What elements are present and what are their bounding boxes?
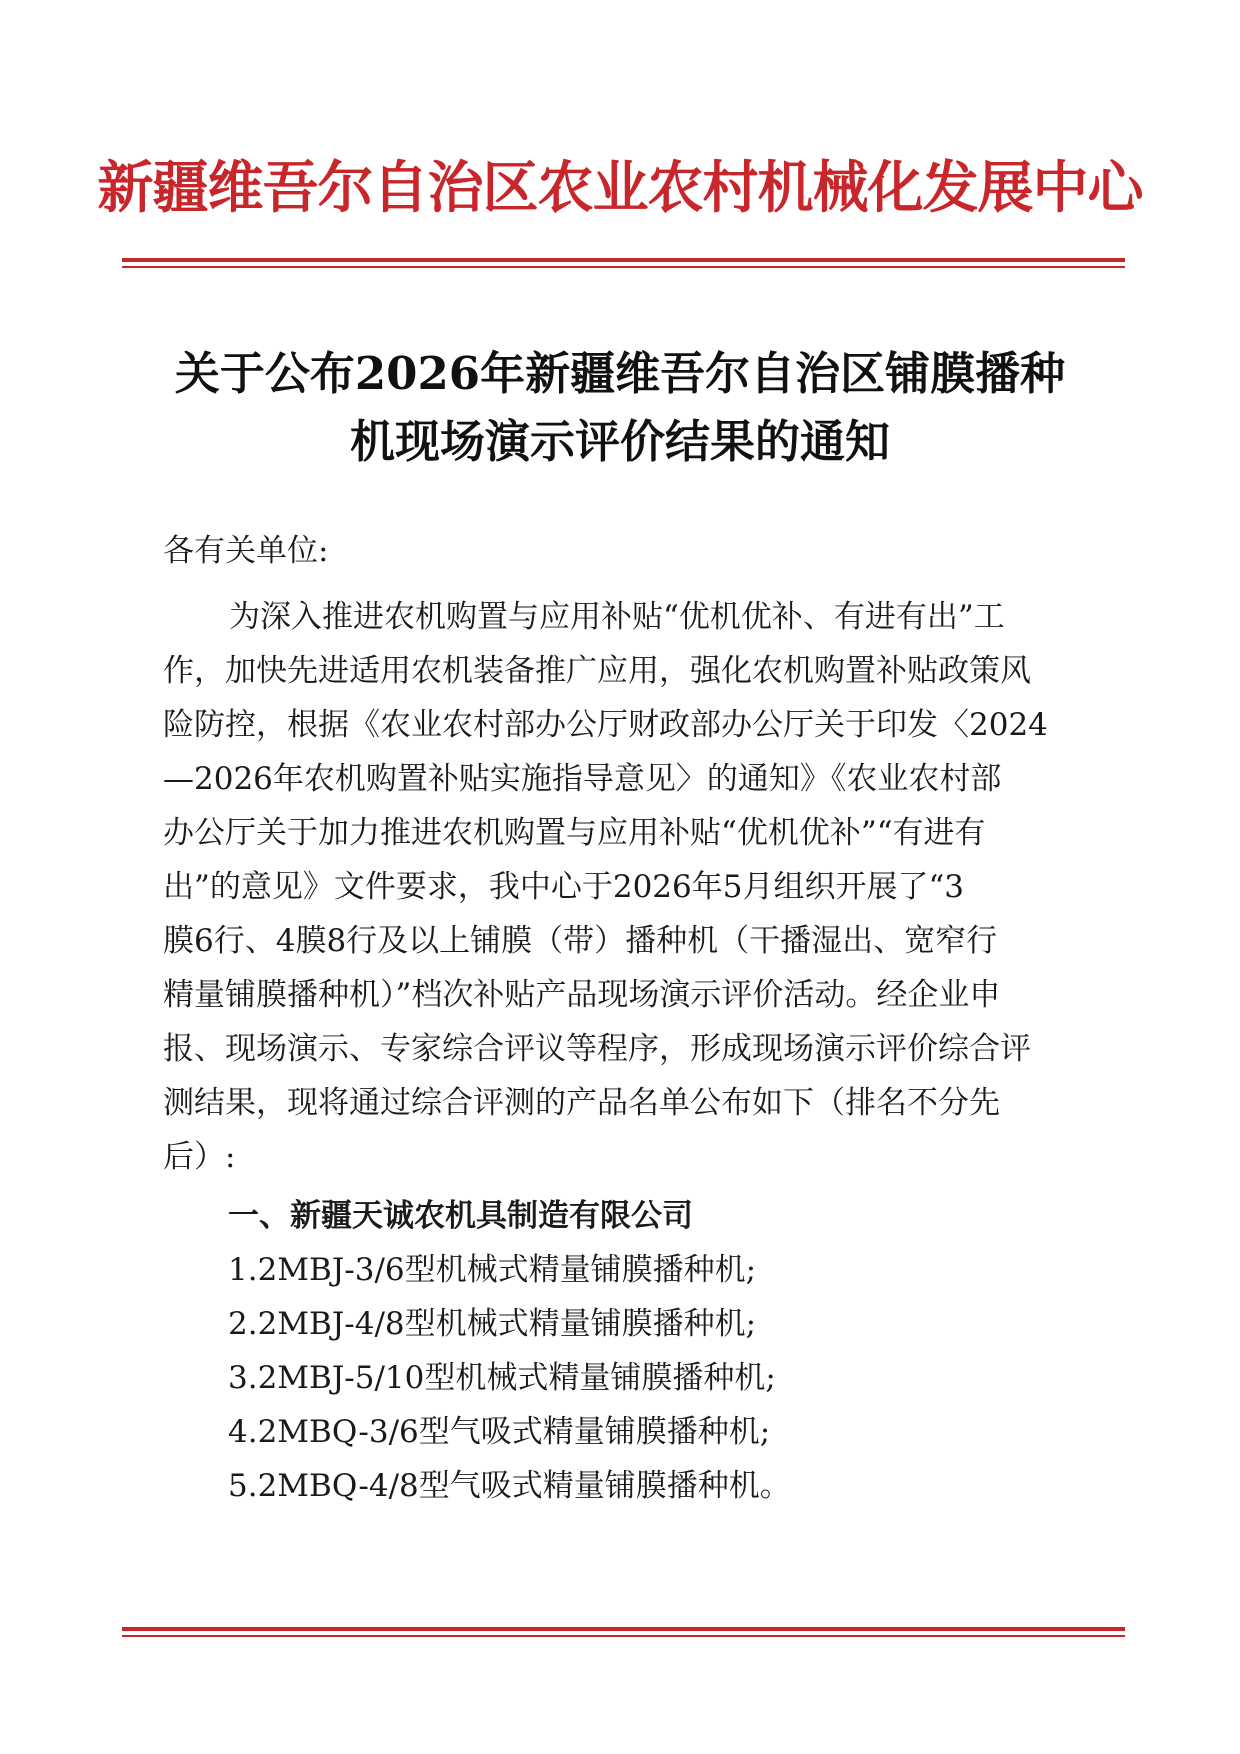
body-line: 作，加快先进适用农机装备推广应用，强化农机购置补贴政策风 bbox=[163, 653, 1031, 689]
title-line-1: 关于公布2026年新疆维吾尔自治区铺膜播种 bbox=[174, 347, 1066, 400]
divider-thin-line bbox=[122, 1635, 1125, 1637]
letterhead-divider-top bbox=[122, 258, 1125, 268]
letterhead-org-name: 新疆维吾尔自治区农业农村机械化发展中心 bbox=[97, 155, 1143, 221]
body-line: 精量铺膜播种机）”档次补贴产品现场演示评价活动。经企业申 bbox=[163, 977, 1001, 1013]
product-item: 3.2MBJ-5/10型机械式精量铺膜播种机; bbox=[228, 1360, 776, 1396]
divider-thick-line bbox=[122, 258, 1125, 262]
body-line: 险防控，根据《农业农村部办公厅财政部办公厅关于印发〈2024 bbox=[163, 707, 1048, 743]
body-line: 报、现场演示、专家综合评议等程序，形成现场演示评价综合评 bbox=[163, 1031, 1031, 1067]
body-line: 测结果，现将通过综合评测的产品名单公布如下（排名不分先 bbox=[163, 1085, 1000, 1121]
footer-divider bbox=[122, 1627, 1125, 1637]
body-line: 办公厅关于加力推进农机购置与应用补贴“优机优补”“有进有 bbox=[163, 815, 986, 851]
body-line: —2026年农机购置补贴实施指导意见〉的通知》《农业农村部 bbox=[163, 761, 1002, 797]
body-paragraph bbox=[163, 590, 1093, 1184]
body-line: 后）: bbox=[163, 1139, 236, 1175]
company-heading: 一、新疆天诚农机具制造有限公司 bbox=[228, 1198, 693, 1234]
document-title bbox=[150, 340, 1090, 476]
body-line: 为深入推进农机购置与应用补贴“优机优补、有进有出”工 bbox=[229, 599, 1005, 635]
product-item: 2.2MBJ-4/8型机械式精量铺膜播种机; bbox=[228, 1306, 757, 1342]
salutation: 各有关单位: bbox=[163, 533, 329, 569]
body-line: 膜6行、4膜8行及以上铺膜（带）播种机（干播湿出、宽窄行 bbox=[163, 923, 998, 959]
product-item: 5.2MBQ-4/8型气吸式精量铺膜播种机。 bbox=[228, 1468, 791, 1504]
divider-thick-line bbox=[122, 1627, 1125, 1631]
product-item: 1.2MBJ-3/6型机械式精量铺膜播种机; bbox=[228, 1252, 757, 1288]
body-line: 出”的意见》文件要求，我中心于2026年5月组织开展了“3 bbox=[163, 869, 965, 905]
product-item: 4.2MBQ-3/6型气吸式精量铺膜播种机; bbox=[228, 1414, 771, 1450]
title-line-2: 机现场演示评价结果的通知 bbox=[349, 415, 890, 468]
product-list bbox=[228, 1243, 791, 1513]
divider-thin-line bbox=[122, 266, 1125, 268]
